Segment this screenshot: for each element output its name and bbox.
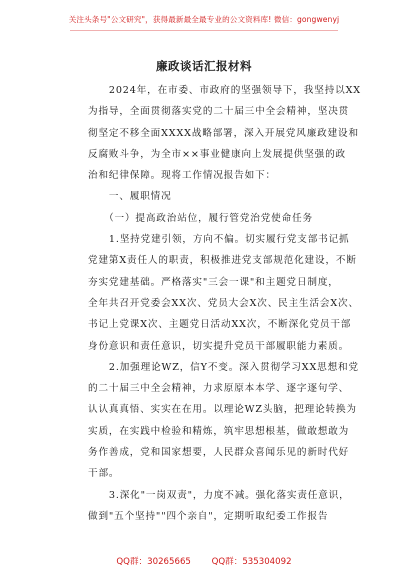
subsection-heading: （一）提高政治站位，履行管党治党使命任务 (88, 212, 313, 224)
body-line: 治和纪律保障。现将工作情况报告如下： (88, 170, 276, 182)
body-line: 务作善成，党和国家想要，人民群众喜闻乐见的新时代好 (88, 447, 350, 459)
header-divider (70, 30, 338, 31)
body-line: 夯实党建基础。严格落实"三会一课"和主题党日制度， (88, 276, 339, 288)
body-line: 书记上党课X次、主题党日活动XX次，不断深化党员干部 (88, 319, 352, 331)
body-line: 3.深化"一岗双责"，力度不减。强化落实责任意识， (88, 489, 350, 501)
body-line: 实质，在实践中检验和精炼，筑牢思想根基，做敢想敢为 (88, 425, 350, 437)
body-line: 干部。 (88, 468, 120, 480)
body-line: 全年共召开党委会XX次、党员大会X次、民主生活会X次、 (88, 297, 359, 309)
body-line: 1.坚持党建引领，方向不偏。切实履行党支部书记抓 (88, 234, 350, 246)
header-notice: 关注头条号"公文研究"，获得最新最全最专业的公文资料库! 微信：gongwenyj (68, 15, 340, 24)
footer-qq-group-2: QQ群：535304092 (211, 557, 292, 567)
body-line: 的二十届三中全会精神，力求原原本本学、逐字逐句学、 (88, 383, 350, 395)
body-line: 彻坚定不移全面XXXX战略部署，深入开展党风廉政建设和 (88, 127, 359, 139)
document-title: 廉政谈话汇报材料 (156, 59, 252, 73)
footer-qq-group-1: QQ群：30265665 (116, 557, 191, 567)
body-line: 2.加强理论WZ，信Y不变。深入贯彻学习XX思想和党 (88, 361, 359, 373)
section-heading: 一、履职情况 (88, 191, 172, 203)
body-line: 做到"五个坚持""四个亲自"，定期听取纪委工作报告 (88, 510, 329, 522)
footer-contact (0, 555, 408, 567)
body-line: 为指导，全面贯彻落实党的二十届三中全会精神，坚决贯 (88, 106, 350, 118)
body-line: 身份意识和责任意识，切实提升党员干部履职能力素质。 (88, 340, 350, 352)
body-line: 党建第X责任人的职责，积极推进党支部规范化建设，不断 (88, 255, 357, 267)
document-body (88, 80, 361, 527)
body-line: 认认真真悟、实实在在用。以理论WZ头脑，把理论转换为 (88, 404, 357, 416)
body-line: 2024年，在市委、市政府的坚强领导下，我坚持以XX (88, 85, 361, 96)
body-line: 反腐败斗争，为全市××事业健康向上发展提供坚强的政 (88, 148, 346, 160)
